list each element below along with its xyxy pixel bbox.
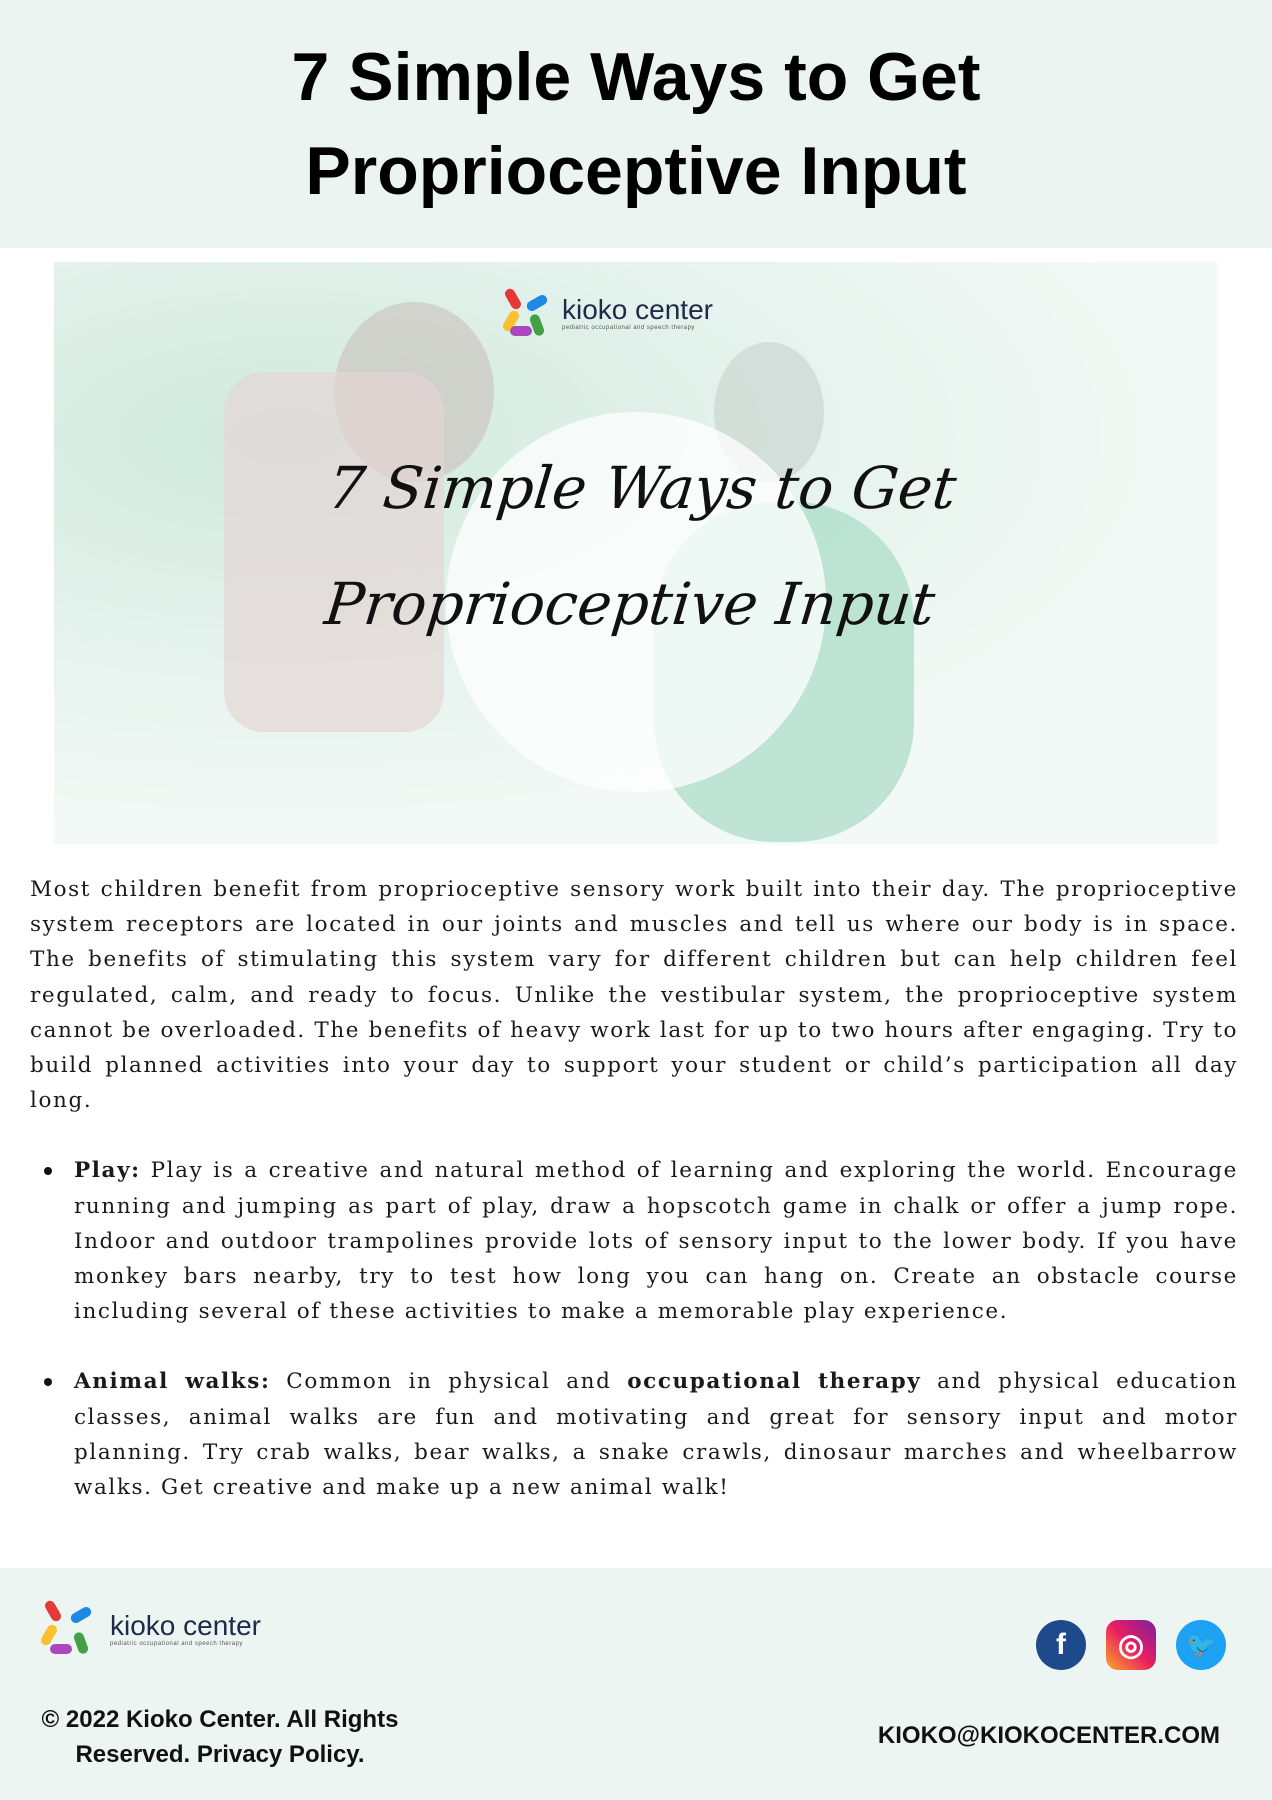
title-line-2: Proprioceptive Input [305, 133, 967, 209]
hero-image [54, 262, 1218, 844]
facebook-icon[interactable]: f [1036, 1620, 1086, 1670]
title-line-1: 7 Simple Ways to Get [291, 39, 981, 115]
logo-mark-icon [36, 1596, 102, 1662]
twitter-icon[interactable]: 🐦 [1176, 1620, 1226, 1670]
logo-tagline: pediatric occupational and speech therapy [562, 325, 695, 331]
item-term: Animal walks: [74, 1369, 271, 1395]
logo-mark-icon [498, 286, 552, 340]
logo-tagline: pediatric occupational and speech therapy [110, 1641, 243, 1647]
social-links [1036, 1620, 1226, 1670]
occupational-therapy-link[interactable]: occupational therapy [627, 1369, 922, 1395]
logo-name: kioko center [110, 1610, 261, 1641]
page-title [292, 30, 981, 218]
article-body [30, 872, 1238, 1540]
copyright [40, 1702, 400, 1772]
list-item [74, 1153, 1238, 1329]
hero-script-title [54, 430, 1218, 662]
item-term: Play: [74, 1158, 141, 1184]
item-text: and physical education classes, animal walks are fun and motivating and great for sensory input and motor planning. Try crab walks, bear walks, a snake crawls, dinosaur marches and wheelbarrow walks. Get creative and make up a new animal walk! [74, 1369, 1238, 1501]
intro-paragraph: Most children benefit from proprioceptive sensory work built into their day. The proprioceptive system receptors are located in our joints and muscles and tell us where our body is in space. The benefits of stimulating this system vary for different children but can help children feel regulated, calm, and ready to focus. Unlike the vestibular system, the proprioceptive system cannot be overloaded. The benefits of heavy work last for up to two hours after engaging. Try to build planned activities into your day to support your student or child’s participation all day long. [30, 877, 1238, 1114]
logo-name: kioko center [562, 294, 713, 325]
page-header [0, 0, 1272, 248]
list-item [74, 1364, 1238, 1505]
contact-email[interactable]: KIOKO@KIOKOCENTER.COM [877, 1722, 1220, 1749]
item-text: Common in physical and [270, 1369, 628, 1395]
instagram-icon[interactable]: ◎ [1106, 1620, 1156, 1670]
footer [0, 1568, 1272, 1800]
item-text: Play is a creative and natural method of learning and exploring the world. Encourage running and jumping as part of play, draw a hopscotch game in chalk or offer a jump rope. Indoor and outdoor trampolines provide lots of sensory input to the lower body. If you have monkey bars nearby, try to test how long you can hang on. Create an obstacle course including several of these activities to make a memorable play experience. [74, 1158, 1238, 1325]
script-line-2: Proprioceptive Input [321, 570, 939, 638]
hero-logo [498, 286, 713, 340]
privacy-policy-link[interactable]: Reserved. Privacy Policy. [75, 1741, 365, 1768]
copyright-line-1: © 2022 Kioko Center. All Rights [41, 1706, 399, 1733]
script-line-1: 7 Simple Ways to Get [324, 454, 960, 522]
footer-logo[interactable] [36, 1596, 261, 1662]
tips-list [30, 1153, 1238, 1505]
